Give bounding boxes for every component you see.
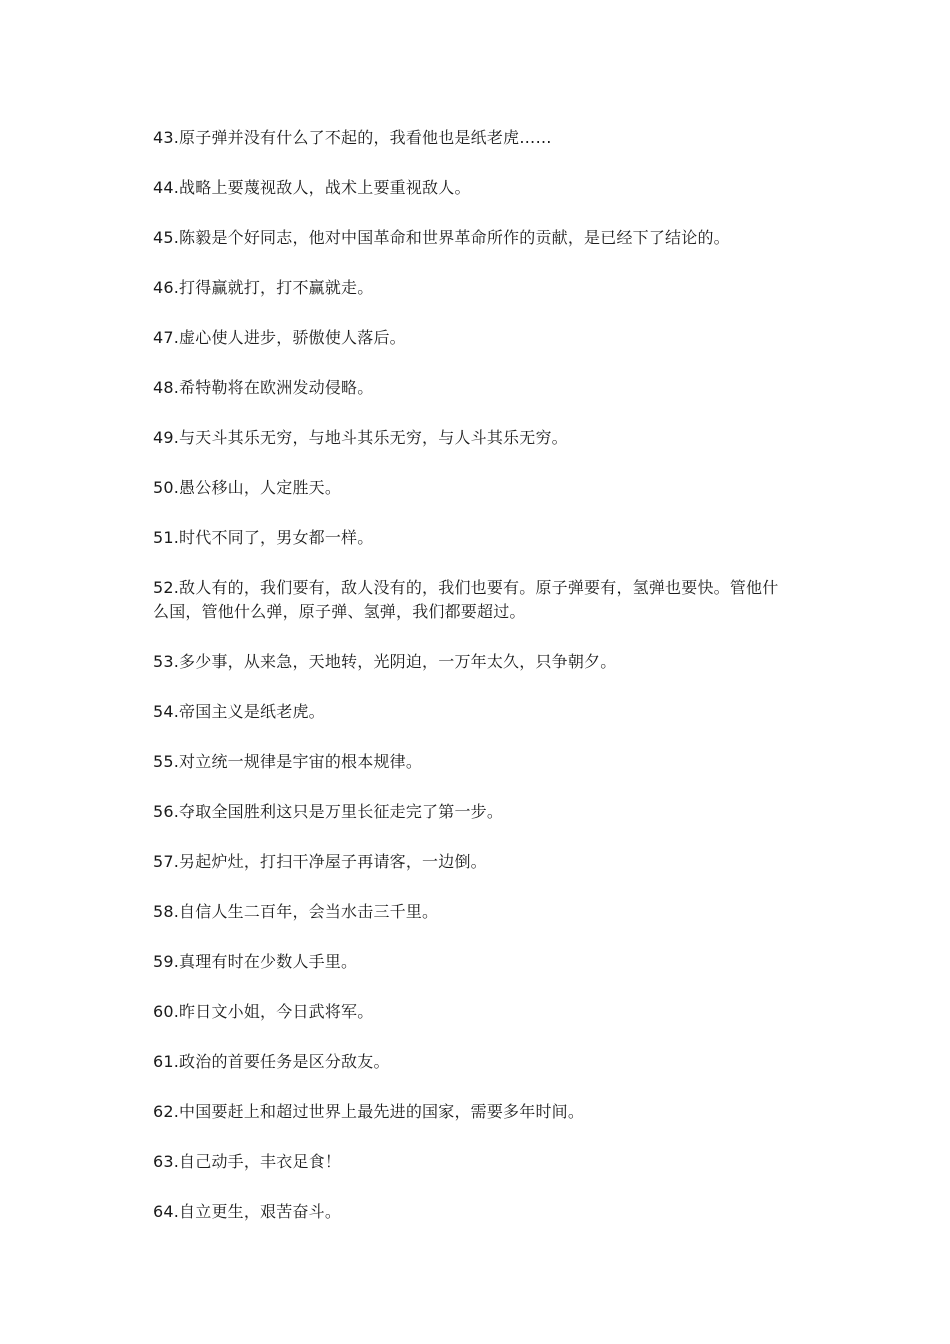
list-item: 59.真理有时在少数人手里。 [153, 952, 358, 971]
list-item: 53.多少事，从来急，天地转，光阴迫，一万年太久，只争朝夕。 [153, 652, 617, 671]
list-item: 50.愚公移山，人定胜天。 [153, 478, 342, 497]
list-item: 44.战略上要蔑视敌人，战术上要重视敌人。 [153, 178, 471, 197]
list-item: 47.虚心使人进步，骄傲使人落后。 [153, 328, 406, 347]
quote-list [153, 126, 793, 1250]
list-item: 63.自己动手，丰衣足食！ [153, 1152, 342, 1171]
list-item: 49.与天斗其乐无穷，与地斗其乐无穷，与人斗其乐无穷。 [153, 428, 568, 447]
list-item: 56.夺取全国胜利这只是万里长征走完了第一步。 [153, 802, 504, 821]
list-item: 51.时代不同了，男女都一样。 [153, 528, 374, 547]
list-item: 55.对立统一规律是宇宙的根本规律。 [153, 752, 423, 771]
list-item: 62.中国要赶上和超过世界上最先进的国家，需要多年时间。 [153, 1102, 585, 1121]
list-item: 58.自信人生二百年，会当水击三千里。 [153, 902, 439, 921]
list-item: 43.原子弹并没有什么了不起的，我看他也是纸老虎…… [153, 128, 552, 147]
list-item: 54.帝国主义是纸老虎。 [153, 702, 325, 721]
list-item: 46.打得赢就打，打不赢就走。 [153, 278, 374, 297]
list-item: 52.敌人有的，我们要有，敌人没有的，我们也要有。原子弹要有，氢弹也要快。管他什么国，管他什么弹，原子弹、氢弹，我们都要超过。 [153, 578, 779, 621]
list-item: 57.另起炉灶，打扫干净屋子再请客，一边倒。 [153, 852, 487, 871]
list-item: 64.自立更生，艰苦奋斗。 [153, 1202, 342, 1221]
list-item: 48.希特勒将在欧洲发动侵略。 [153, 378, 374, 397]
list-item: 45.陈毅是个好同志，他对中国革命和世界革命所作的贡献，是已经下了结论的。 [153, 228, 730, 247]
list-item: 60.昨日文小姐，今日武将军。 [153, 1002, 374, 1021]
list-item: 61.政治的首要任务是区分敌友。 [153, 1052, 390, 1071]
